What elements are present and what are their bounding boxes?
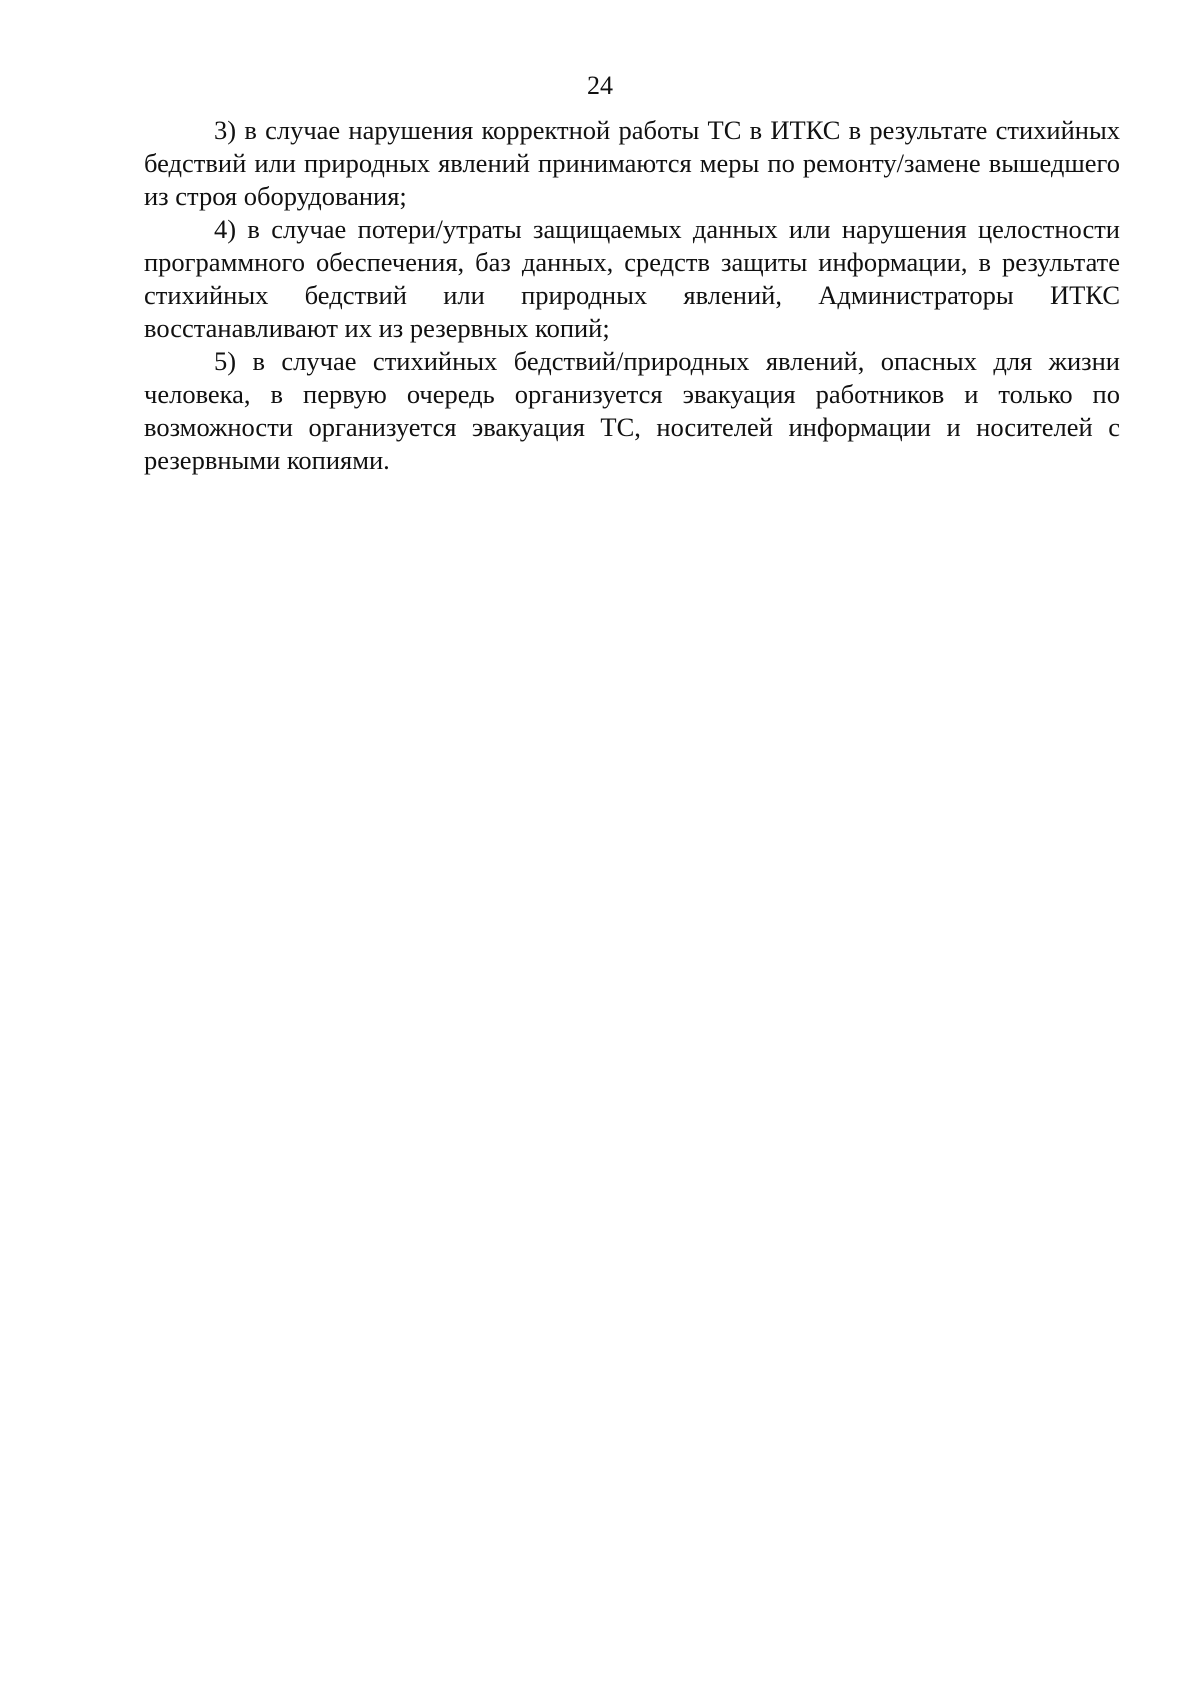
list-item-3: 3) в случае нарушения корректной работы ТС в ИТКС в результате стихийных бедствий или природных явлений принимаются меры по ремонту/замене вышедшего из строя оборудования; [144,115,1120,211]
page-number: 24 [587,71,613,100]
document-body [144,114,1120,477]
list-item-5: 5) в случае стихийных бедствий/природных явлений, опасных для жизни человека, в первую очередь организуется эвакуация работников и только по возможности организуется эвакуация ТС, носителей информации и носителей с резервными копиями. [144,346,1120,475]
list-item-4: 4) в случае потери/утраты защищаемых данных или нарушения целостности программного обеспечения, баз данных, средств защиты информации, в результате стихийных бедствий или природных явлений, Администраторы ИТКС восстанавливают их из резервных копий; [144,214,1120,343]
